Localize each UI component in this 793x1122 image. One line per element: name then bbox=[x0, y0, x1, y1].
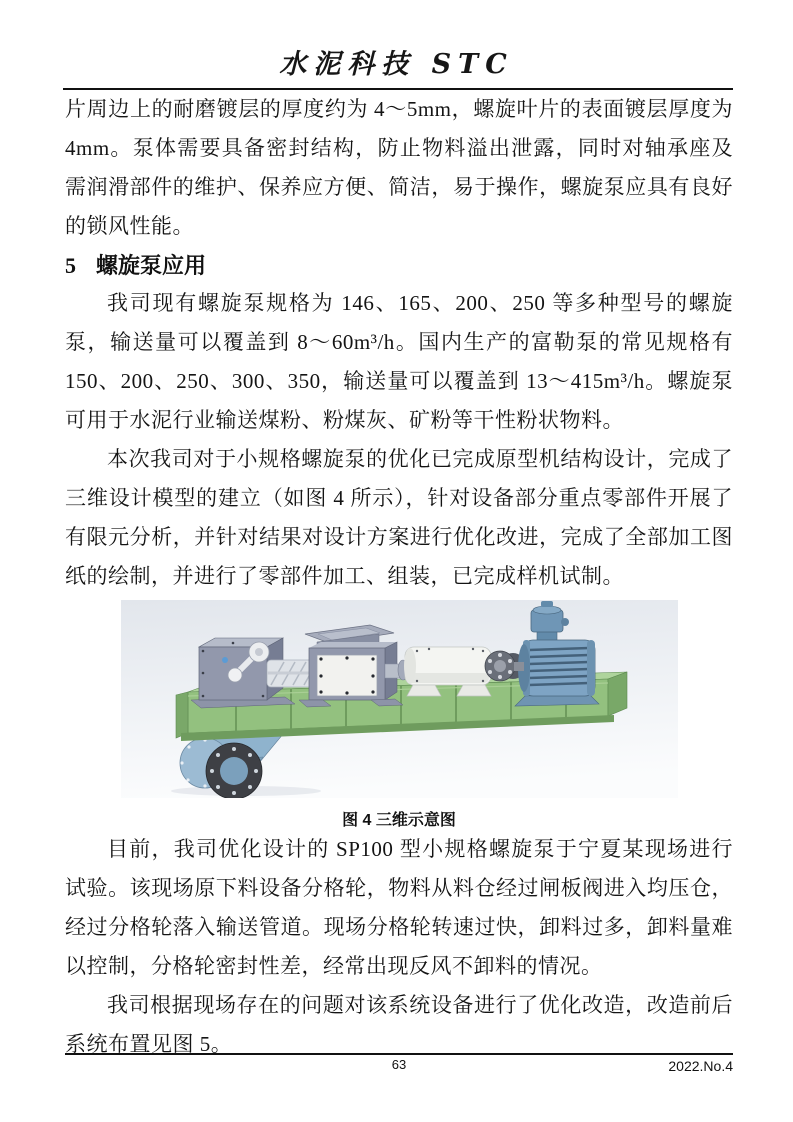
indicator-dot bbox=[222, 657, 228, 663]
section-title: 螺旋泵应用 bbox=[96, 253, 207, 278]
journal-title: 水泥科技 STC bbox=[279, 49, 514, 80]
figure-caption: 图 4 三维示意图 bbox=[342, 812, 456, 829]
figure-4 bbox=[121, 600, 678, 830]
paragraph-continuation: 片周边上的耐磨镀层的厚度约为 4～5mm，螺旋叶片的表面镀层厚度为 4mm。泵体需要具备密封结构，防止物料溢出泄露，同时对轴承座及需润滑部件的维护、保养应方便、简洁，易于操作，螺旋泵应具有良好的锁风性能。 bbox=[65, 97, 733, 238]
paragraph: 本次我司对于小规格螺旋泵的优化已完成原型机结构设计，完成了三维设计模型的建立（如图 4 所示），针对设备部分重点零部件开展了有限元分析，并针对结果对设计方案进行优化改进，完成了全部加工图纸的绘制，并进行了零部件加工、组装，已完成样机试制。 bbox=[65, 447, 733, 588]
page-footer bbox=[65, 1053, 733, 1122]
paragraph: 目前，我司优化设计的 SP100 型小规格螺旋泵于宁夏某现场进行试验。该现场原下料设备分格轮，物料从料仓经过闸板阀进入均压仓，经过分格轮落入输送管道。现场分格轮转速过快，卸料过多，卸料量难以控制，分格轮密封性差，经常出现反风不卸料的情况。 bbox=[65, 837, 733, 978]
issue-label: 2022.No.4 bbox=[668, 1058, 733, 1074]
paragraph: 我司根据现场存在的问题对该系统设备进行了优化改造，改造前后系统布置见图 5。 bbox=[65, 993, 733, 1056]
page-header bbox=[0, 0, 793, 81]
footer-rule bbox=[65, 1053, 733, 1055]
article-body bbox=[65, 90, 733, 1064]
section-heading bbox=[65, 249, 733, 282]
page-number: 63 bbox=[391, 1057, 407, 1072]
figure-4-image bbox=[121, 600, 678, 798]
section-number: 5 bbox=[65, 253, 76, 278]
paragraph: 我司现有螺旋泵规格为 146、165、200、250 等多种型号的螺旋泵，输送量可以覆盖到 8～60m³/h。国内生产的富勒泵的常见规格有 150、200、250、300、350，输送量可以覆盖到 13～415m³/h。螺旋泵可用于水泥行业输送煤粉、粉煤灰、矿粉等干性粉状物料。 bbox=[65, 291, 733, 432]
